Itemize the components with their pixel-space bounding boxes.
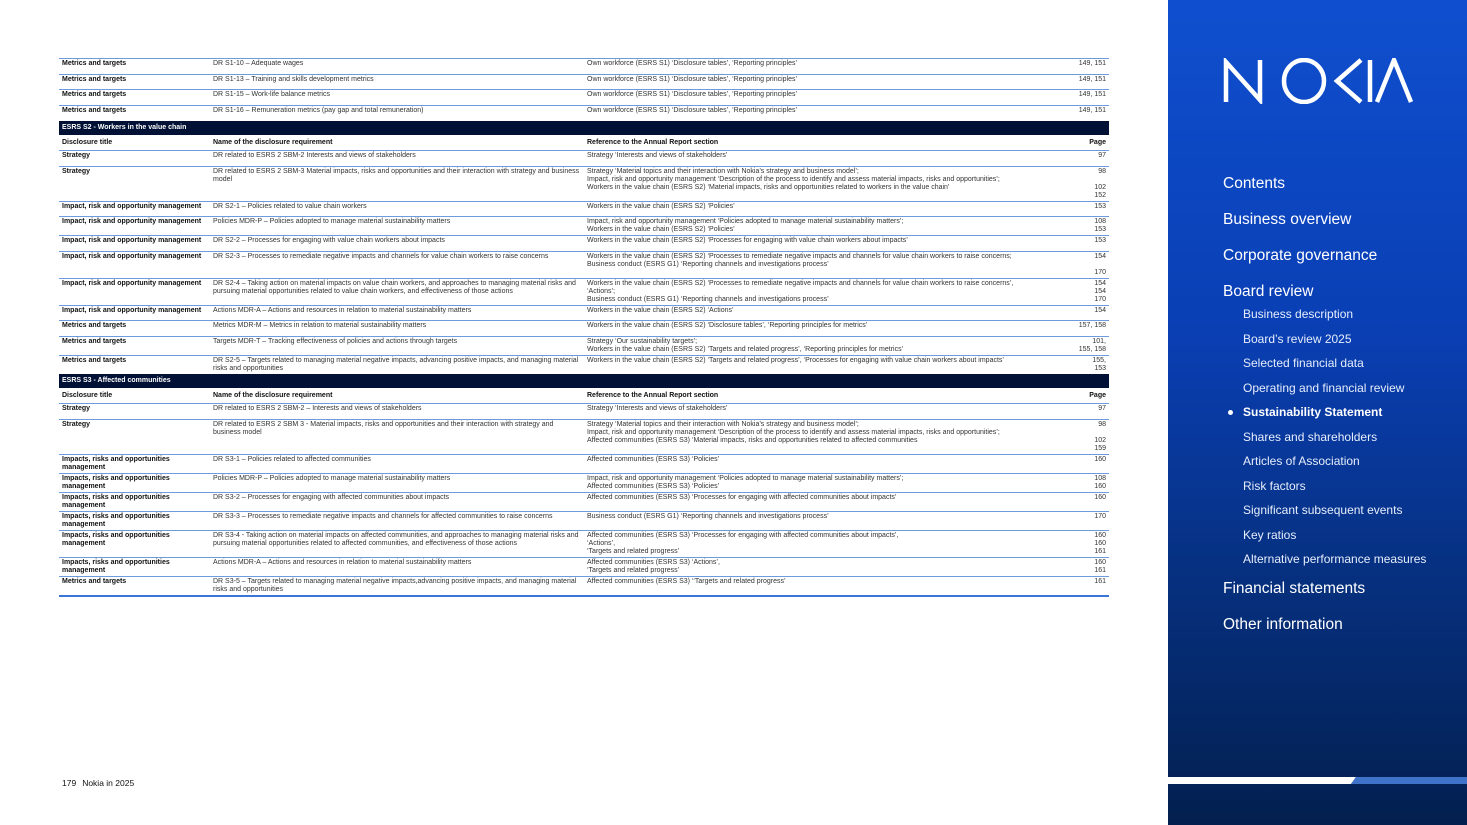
nav-articles-of-association[interactable]: Articles of Association [1243,454,1360,468]
table-row [59,151,1109,167]
requirement-name-cell: DR S2-5 – Targets related to managing material negative impacts, advancing positive impacts, and managing material risks and opportunities [210,355,584,374]
table-row [59,511,1109,530]
section-title: ESRS S2 - Workers in the value chain [59,121,1109,135]
page-cell: 154 170 [1044,251,1109,278]
nav-board-review[interactable]: Board review [1223,283,1314,300]
requirement-name-cell: DR related to ESRS 2 SBM-2 Interests and views of stakeholders [210,151,584,167]
disclosure-title-cell: Impact, risk and opportunity management [59,251,210,278]
table-row [59,404,1109,420]
requirement-name-cell: DR S3-1 – Policies related to affected communities [210,454,584,473]
requirement-name-cell: Targets MDR-T – Tracking effectiveness of policies and actions through targets [210,336,584,355]
disclosure-title-cell: Impact, risk and opportunity management [59,236,210,252]
page-cell: 160 [1044,492,1109,511]
disclosure-title-cell: Impacts, risks and opportunities management [59,511,210,530]
page-cell: 149, 151 [1044,74,1109,90]
disclosure-title-cell: Metrics and targets [59,74,210,90]
board-review-subnav [1243,307,1453,566]
reference-cell: Workers in the value chain (ESRS S2) ‘Policies’ [584,201,1044,217]
page-cell: 153 [1044,236,1109,252]
document-title: Nokia in 2025 [82,778,135,788]
page-cell: 160 161 [1044,557,1109,576]
table-row [59,90,1109,106]
disclosure-title-cell: Impact, risk and opportunity management [59,217,210,236]
disclosure-title-cell: Metrics and targets [59,355,210,374]
page-cell: 153 [1044,201,1109,217]
nav-contents[interactable]: Contents [1223,175,1286,192]
nav-financial-statements[interactable]: Financial statements [1223,580,1366,597]
table-row [59,492,1109,511]
disclosure-title-cell: Impact, risk and opportunity management [59,278,210,305]
requirement-name-cell: DR S1-10 – Adequate wages [210,59,584,75]
reference-cell: Impact, risk and opportunity management ‘Policies adopted to manage material sustainability matters’; Workers in the value chain (ESRS S2) ‘Policies’ [584,217,1044,236]
page-cell: 149, 151 [1044,105,1109,121]
header-reference: Reference to the Annual Report section [584,135,1044,151]
page-cell: 97 [1044,151,1109,167]
table-row [59,59,1109,75]
requirement-name-cell: DR S2-4 – Taking action on material impacts on value chain workers, and approaches to managing material risks and pursuing material opportunities related to value chain workers, and effectiveness of those actions [210,278,584,305]
nav-other-information[interactable]: Other information [1223,616,1343,633]
reference-cell: Workers in the value chain (ESRS S2) ‘Disclosure tables’, ‘Reporting principles for metrics’ [584,321,1044,337]
nav-selected-financial-data[interactable]: Selected financial data [1243,356,1364,370]
reference-cell: Own workforce (ESRS S1) ‘Disclosure tables’, ‘Reporting principles’ [584,59,1044,75]
disclosure-title-cell: Impacts, risks and opportunities management [59,530,210,557]
decorative-stripe [1168,774,1467,784]
requirement-name-cell: DR related to ESRS 2 SBM-3 Material impacts, risks and opportunities and their interaction with strategy and business model [210,166,584,201]
disclosure-title-cell: Strategy [59,166,210,201]
table-header-row [59,135,1109,151]
reference-cell: Own workforce (ESRS S1) ‘Disclosure tables’, ‘Reporting principles’ [584,105,1044,121]
disclosure-title-cell: Impact, risk and opportunity management [59,305,210,321]
esrs-s1-rows [59,59,1109,121]
reference-cell: Strategy ‘Our sustainability targets’; Workers in the value chain (ESRS S2) ‘Targets and related progress’, ‘Reporting principles for metrics’ [584,336,1044,355]
disclosure-title-cell: Strategy [59,151,210,167]
header-reference: Reference to the Annual Report section [584,388,1044,404]
nav-operating-financial-review[interactable]: Operating and financial review [1243,380,1405,395]
header-page: Page [1044,135,1109,151]
disclosure-title-cell: Impacts, risks and opportunities management [59,492,210,511]
table-row [59,557,1109,576]
disclosure-title-cell: Metrics and targets [59,90,210,106]
requirement-name-cell: DR S3-3 – Processes to remediate negative impacts and channels for affected communities to raise concerns [210,511,584,530]
reference-cell: Workers in the value chain (ESRS S2) ‘Processes to remediate negative impacts and channels for value chain workers to raise concerns; Business conduct (ESRS G1) ‘Reporting channels and investigations process’ [584,251,1044,278]
disclosure-title-cell: Metrics and targets [59,576,210,596]
header-disclosure-title: Disclosure title [59,388,210,404]
reference-cell: Own workforce (ESRS S1) ‘Disclosure tables’, ‘Reporting principles’ [584,90,1044,106]
nav-sustainability-statement[interactable]: Sustainability Statement [1243,405,1453,419]
page-cell: 98 102 152 [1044,166,1109,201]
disclosure-title-cell: Impacts, risks and opportunities management [59,473,210,492]
requirement-name-cell: DR related to ESRS 2 SBM 3 - Material impacts, risks and opportunities and their interaction with strategy and business model [210,419,584,454]
header-requirement-name: Name of the disclosure requirement [210,388,584,404]
requirement-name-cell: Actions MDR-A – Actions and resources in relation to material sustainability matters [210,305,584,321]
nav-risk-factors[interactable]: Risk factors [1243,478,1306,493]
section-title-row [59,374,1109,388]
table-row [59,321,1109,337]
page-cell: 98 102 159 [1044,419,1109,454]
page-cell: 170 [1044,511,1109,530]
page-cell: 97 [1044,404,1109,420]
requirement-name-cell: DR S1-13 – Training and skills development metrics [210,74,584,90]
reference-cell: Affected communities (ESRS S3) ‘Processes for engaging with affected communities about impacts’ [584,492,1044,511]
table-row [59,473,1109,492]
esrs-content-index-table [59,58,1109,597]
table-row [59,236,1109,252]
table-row [59,201,1109,217]
requirement-name-cell: DR S3-2 – Processes for engaging with affected communities about impacts [210,492,584,511]
table-row [59,166,1109,201]
table-row [59,105,1109,121]
page-footer [62,778,134,788]
table-row [59,278,1109,305]
section-title-row [59,121,1109,135]
page-number: 179 [62,778,77,788]
nav-key-ratios[interactable]: Key ratios [1243,527,1297,542]
disclosure-title-cell: Strategy [59,404,210,420]
table-row [59,336,1109,355]
nav-significant-subsequent-events[interactable]: Significant subsequent events [1243,503,1403,517]
page-cell: 154 [1044,305,1109,321]
requirement-name-cell: Policies MDR-P – Policies adopted to manage material sustainability matters [210,217,584,236]
reference-cell: Impact, risk and opportunity management ‘Policies adopted to manage material sustainability matters’; Affected communities (ESRS S3) ‘Policies’ [584,473,1044,492]
page-cell: 108 153 [1044,217,1109,236]
table-row [59,251,1109,278]
disclosure-title-cell: Metrics and targets [59,59,210,75]
page-cell: 160 160 161 [1044,530,1109,557]
nav-corporate-governance[interactable]: Corporate governance [1223,247,1378,264]
table-row [59,454,1109,473]
header-requirement-name: Name of the disclosure requirement [210,135,584,151]
requirement-name-cell: DR S1-15 – Work-life balance metrics [210,90,584,106]
header-disclosure-title: Disclosure title [59,135,210,151]
requirement-name-cell: Policies MDR-P – Policies adopted to manage material sustainability matters [210,473,584,492]
page-cell: 160 [1044,454,1109,473]
nav-boards-review-2025[interactable]: Board’s review 2025 [1243,331,1352,346]
section-title: ESRS S3 - Affected communities [59,374,1109,388]
page-cell: 149, 151 [1044,59,1109,75]
esrs-s2-section [59,121,1109,374]
table-row [59,419,1109,454]
reference-cell: Workers in the value chain (ESRS S2) ‘Targets and related progress’, ‘Processes for engaging with value chain workers about impacts’ [584,355,1044,374]
reference-cell: Workers in the value chain (ESRS S2) ‘Processes to remediate negative impacts and channels for value chain workers to raise concerns’, ‘Actions’; Business conduct (ESRS G1) ‘Reporting channels and investigations process’ [584,278,1044,305]
navigation-sidebar [1168,0,1467,825]
page-cell: 149, 151 [1044,90,1109,106]
table-row [59,530,1109,557]
reference-cell: Affected communities (ESRS S3) ‘Processes for engaging with affected communities about impacts’, ‘Actions’, ‘Targets and related progress’ [584,530,1044,557]
requirement-name-cell: DR S2-1 – Policies related to value chain workers [210,201,584,217]
page-cell: 101, 155, 158 [1044,336,1109,355]
reference-cell: Strategy ‘Material topics and their interaction with Nokia’s strategy and business model’; Impact, risk and opportunity management ‘Description of the process to identify and assess material impacts, risks and opportunities’; Affected communities (ESRS S3) ‘Material impacts, risks and opportunities related to affected communities [584,419,1044,454]
disclosure-title-cell: Metrics and targets [59,336,210,355]
page-cell: 161 [1044,576,1109,596]
nokia-logo[interactable] [1223,58,1413,104]
requirement-name-cell: Actions MDR-A – Actions and resources in relation to material sustainability matters [210,557,584,576]
requirement-name-cell: DR S3-5 – Targets related to managing material negative impacts,advancing positive impacts, and managing material risks and opportunities [210,576,584,596]
reference-cell: Affected communities (ESRS S3) ‘Actions’, ‘Targets and related progress’ [584,557,1044,576]
reference-cell: Affected communities (ESRS S3) ‘Policies’ [584,454,1044,473]
reference-cell: Business conduct (ESRS G1) ‘Reporting channels and investigations process’ [584,511,1044,530]
reference-cell: Strategy ‘Interests and views of stakeholders’ [584,151,1044,167]
table-row [59,355,1109,374]
esrs-s3-section [59,374,1109,596]
disclosure-title-cell: Impacts, risks and opportunities management [59,454,210,473]
page-cell: 108 160 [1044,473,1109,492]
disclosure-title-cell: Impacts, risks and opportunities management [59,557,210,576]
requirement-name-cell: Metrics MDR-M – Metrics in relation to material sustainability matters [210,321,584,337]
page-cell: 157, 158 [1044,321,1109,337]
requirement-name-cell: DR related to ESRS 2 SBM-2 – Interests and views of stakeholders [210,404,584,420]
reference-cell: Workers in the value chain (ESRS S2) ‘Processes for engaging with value chain workers about impacts’ [584,236,1044,252]
table-row [59,576,1109,596]
reference-cell: Strategy ‘Interests and views of stakeholders’ [584,404,1044,420]
reference-cell: Own workforce (ESRS S1) ‘Disclosure tables’, ‘Reporting principles’ [584,74,1044,90]
disclosure-title-cell: Metrics and targets [59,105,210,121]
page-cell: 155, 153 [1044,355,1109,374]
disclosure-title-cell: Strategy [59,419,210,454]
table-row [59,217,1109,236]
disclosure-title-cell: Impact, risk and opportunity management [59,201,210,217]
nav-alternative-performance-measures[interactable]: Alternative performance measures [1243,552,1427,566]
table-row [59,305,1109,321]
requirement-name-cell: DR S3-4 - Taking action on material impacts on affected communities, and approaches to managing material risks and pursuing material opportunities related to affected communities, and effectiveness of those actions [210,530,584,557]
table-header-row [59,388,1109,404]
disclosure-title-cell: Metrics and targets [59,321,210,337]
nav-shares-shareholders[interactable]: Shares and shareholders [1243,429,1378,444]
requirement-name-cell: DR S1-16 – Remuneration metrics (pay gap and total remuneration) [210,105,584,121]
reference-cell: Affected communities (ESRS S3) ‘‘Targets and related progress’ [584,576,1044,596]
reference-cell: Workers in the value chain (ESRS S2) ‘Actions’ [584,305,1044,321]
table-row [59,74,1109,90]
requirement-name-cell: DR S2-3 – Processes to remediate negative impacts and channels for value chain workers to raise concerns [210,251,584,278]
section-nav [1223,175,1453,652]
requirement-name-cell: DR S2-2 – Processes for engaging with value chain workers about impacts [210,236,584,252]
nav-business-overview[interactable]: Business overview [1223,211,1352,228]
nav-business-description[interactable]: Business description [1243,307,1354,321]
header-page: Page [1044,388,1109,404]
reference-cell: Strategy ‘Material topics and their interaction with Nokia’s strategy and business model’; Impact, risk and opportunity management ‘Description of the process to identify and assess material impacts, risks and opportunities’; Workers in the value chain (ESRS S2) ‘Material impacts, risks and opportunities related to workers in the value chain’ [584,166,1044,201]
page-cell: 154 154 170 [1044,278,1109,305]
